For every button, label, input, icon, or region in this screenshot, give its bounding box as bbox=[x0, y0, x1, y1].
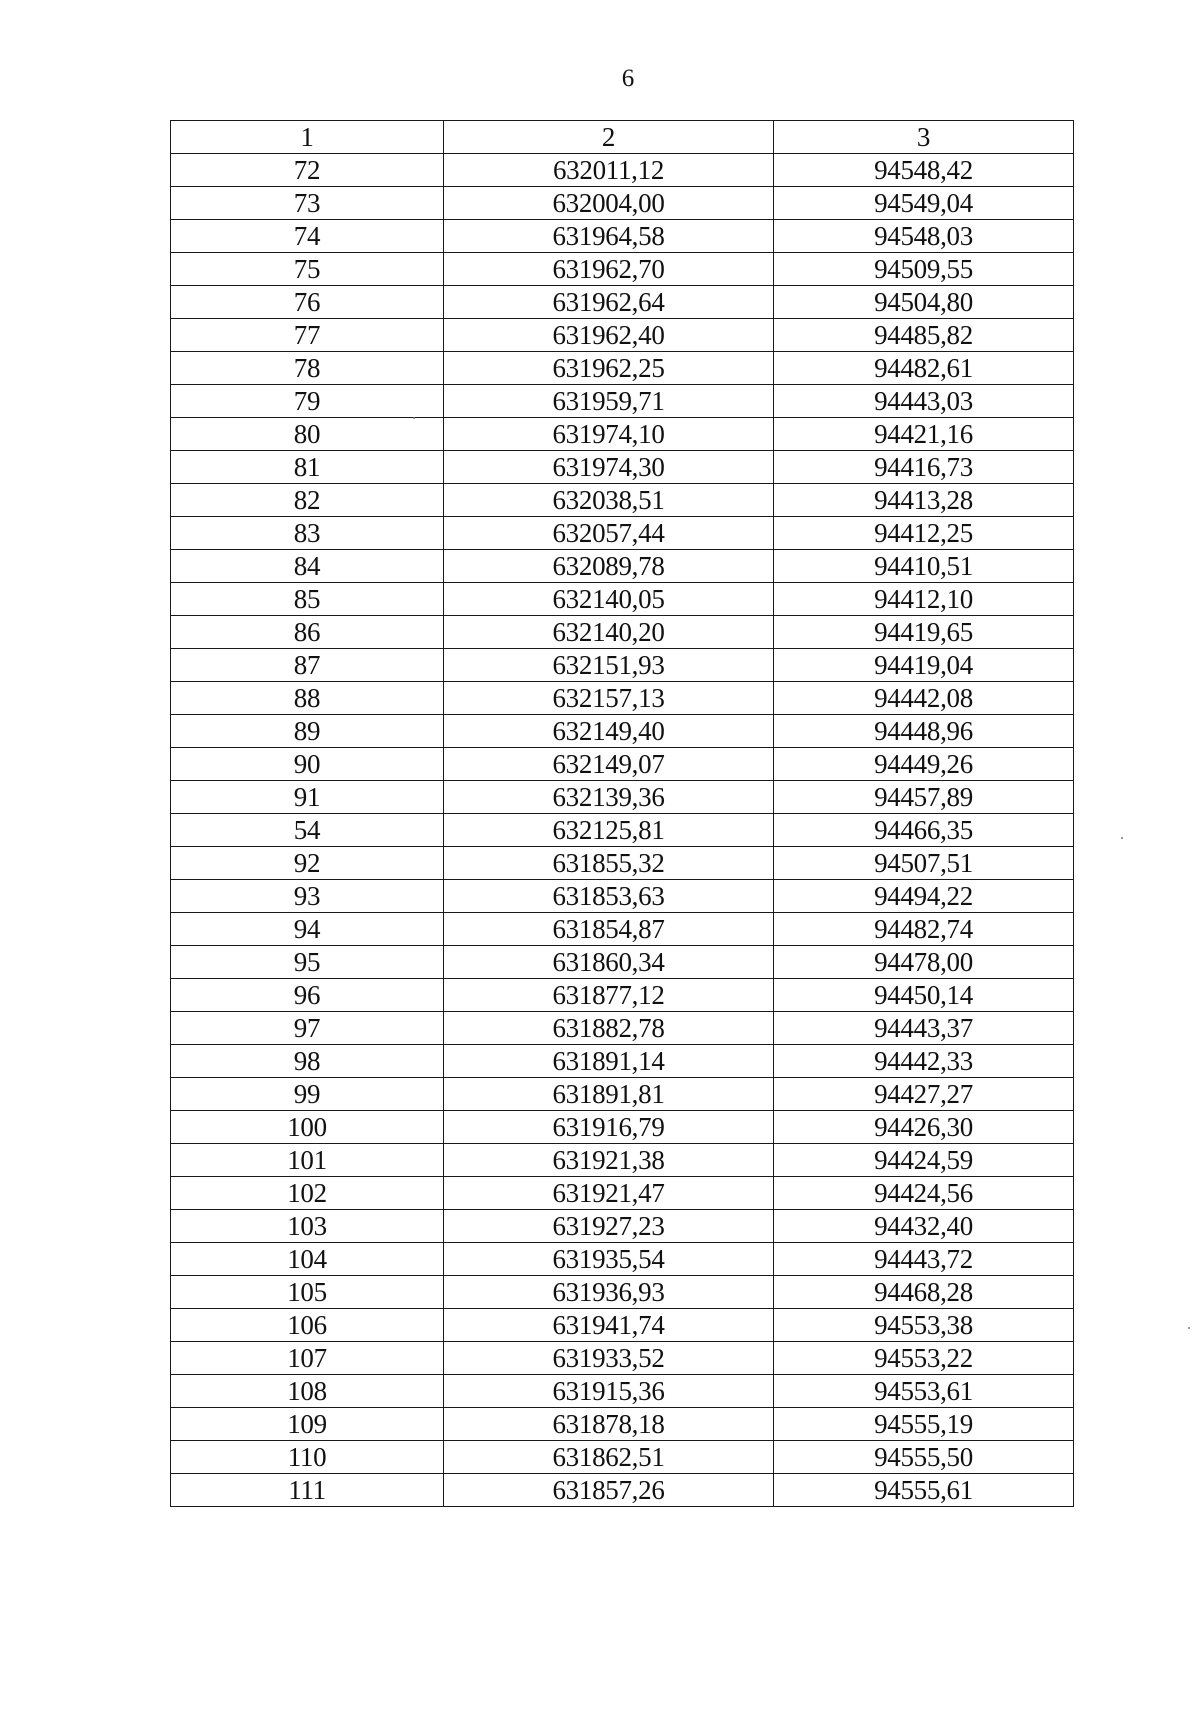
coordinate-x-cell: 631862,51 bbox=[444, 1441, 774, 1474]
table-row bbox=[171, 682, 1074, 715]
coordinate-y-cell: 94419,65 bbox=[774, 616, 1074, 649]
coordinate-y-cell: 94426,30 bbox=[774, 1111, 1074, 1144]
point-number-cell: 92 bbox=[171, 847, 444, 880]
coordinate-x-cell: 631921,38 bbox=[444, 1144, 774, 1177]
table-row bbox=[171, 319, 1074, 352]
point-number-cell: 90 bbox=[171, 748, 444, 781]
point-number-cell: 85 bbox=[171, 583, 444, 616]
point-number-cell: 107 bbox=[171, 1342, 444, 1375]
coordinate-y-cell: 94555,50 bbox=[774, 1441, 1074, 1474]
coordinate-x-cell: 631882,78 bbox=[444, 1012, 774, 1045]
coordinate-y-cell: 94482,61 bbox=[774, 352, 1074, 385]
point-number-cell: 96 bbox=[171, 979, 444, 1012]
coordinate-x-cell: 631855,32 bbox=[444, 847, 774, 880]
point-number-cell: 73 bbox=[171, 187, 444, 220]
coordinate-y-cell: 94450,14 bbox=[774, 979, 1074, 1012]
coordinate-y-cell: 94485,82 bbox=[774, 319, 1074, 352]
coordinate-x-cell: 631933,52 bbox=[444, 1342, 774, 1375]
coordinate-x-cell: 632038,51 bbox=[444, 484, 774, 517]
point-number-cell: 100 bbox=[171, 1111, 444, 1144]
coordinate-y-cell: 94553,38 bbox=[774, 1309, 1074, 1342]
coordinate-y-cell: 94482,74 bbox=[774, 913, 1074, 946]
table-row bbox=[171, 517, 1074, 550]
coordinate-x-cell: 631916,79 bbox=[444, 1111, 774, 1144]
point-number-cell: 94 bbox=[171, 913, 444, 946]
coordinate-x-cell: 632140,05 bbox=[444, 583, 774, 616]
table-row bbox=[171, 1144, 1074, 1177]
coordinate-x-cell: 631974,30 bbox=[444, 451, 774, 484]
point-number-cell: 102 bbox=[171, 1177, 444, 1210]
table-body bbox=[171, 121, 1074, 1507]
coordinate-y-cell: 94419,04 bbox=[774, 649, 1074, 682]
coordinate-x-cell: 632057,44 bbox=[444, 517, 774, 550]
coordinate-y-cell: 94412,25 bbox=[774, 517, 1074, 550]
point-number-cell: 77 bbox=[171, 319, 444, 352]
point-number-cell: 89 bbox=[171, 715, 444, 748]
coordinate-y-cell: 94443,37 bbox=[774, 1012, 1074, 1045]
coordinate-y-cell: 94478,00 bbox=[774, 946, 1074, 979]
point-number-cell: 93 bbox=[171, 880, 444, 913]
point-number-cell: 76 bbox=[171, 286, 444, 319]
point-number-cell: 82 bbox=[171, 484, 444, 517]
table-row bbox=[171, 1045, 1074, 1078]
coordinate-x-cell: 631962,70 bbox=[444, 253, 774, 286]
point-number-cell: 111 bbox=[171, 1474, 444, 1507]
point-number-cell: 91 bbox=[171, 781, 444, 814]
table-row bbox=[171, 1474, 1074, 1507]
coordinate-y-cell: 94509,55 bbox=[774, 253, 1074, 286]
table-row bbox=[171, 1210, 1074, 1243]
coordinate-y-cell: 94457,89 bbox=[774, 781, 1074, 814]
coordinate-x-cell: 631959,71 bbox=[444, 385, 774, 418]
coordinate-x-cell: 631860,34 bbox=[444, 946, 774, 979]
table-row bbox=[171, 418, 1074, 451]
coordinate-x-cell: 631936,93 bbox=[444, 1276, 774, 1309]
coordinate-y-cell: 94442,33 bbox=[774, 1045, 1074, 1078]
point-number-cell: 99 bbox=[171, 1078, 444, 1111]
point-number-cell: 87 bbox=[171, 649, 444, 682]
table-row bbox=[171, 1309, 1074, 1342]
point-number-cell: 84 bbox=[171, 550, 444, 583]
table-row bbox=[171, 1078, 1074, 1111]
table-row bbox=[171, 715, 1074, 748]
coordinate-y-cell: 94507,51 bbox=[774, 847, 1074, 880]
coordinate-x-cell: 631891,81 bbox=[444, 1078, 774, 1111]
coordinate-x-cell: 631941,74 bbox=[444, 1309, 774, 1342]
table-row bbox=[171, 616, 1074, 649]
point-number-cell: 54 bbox=[171, 814, 444, 847]
coordinate-x-cell: 631935,54 bbox=[444, 1243, 774, 1276]
coordinate-x-cell: 632011,12 bbox=[444, 154, 774, 187]
column-header-3: 3 bbox=[774, 121, 1074, 154]
coordinate-x-cell: 631877,12 bbox=[444, 979, 774, 1012]
column-header-2: 2 bbox=[444, 121, 774, 154]
coordinate-x-cell: 632139,36 bbox=[444, 781, 774, 814]
coordinate-x-cell: 632149,07 bbox=[444, 748, 774, 781]
table-row bbox=[171, 1177, 1074, 1210]
coordinate-y-cell: 94410,51 bbox=[774, 550, 1074, 583]
coordinate-y-cell: 94494,22 bbox=[774, 880, 1074, 913]
coordinate-x-cell: 631974,10 bbox=[444, 418, 774, 451]
scan-speck bbox=[1188, 1327, 1190, 1329]
coordinate-y-cell: 94413,28 bbox=[774, 484, 1074, 517]
coordinate-y-cell: 94548,03 bbox=[774, 220, 1074, 253]
coordinate-x-cell: 631857,26 bbox=[444, 1474, 774, 1507]
table-row bbox=[171, 649, 1074, 682]
point-number-cell: 74 bbox=[171, 220, 444, 253]
coordinate-x-cell: 631854,87 bbox=[444, 913, 774, 946]
point-number-cell: 101 bbox=[171, 1144, 444, 1177]
coordinate-y-cell: 94555,61 bbox=[774, 1474, 1074, 1507]
point-number-cell: 81 bbox=[171, 451, 444, 484]
table-row bbox=[171, 814, 1074, 847]
table-row bbox=[171, 1441, 1074, 1474]
table-row bbox=[171, 847, 1074, 880]
column-header-1: 1 bbox=[171, 121, 444, 154]
table-row bbox=[171, 253, 1074, 286]
table-row bbox=[171, 946, 1074, 979]
point-number-cell: 105 bbox=[171, 1276, 444, 1309]
table-row bbox=[171, 913, 1074, 946]
coordinate-x-cell: 631853,63 bbox=[444, 880, 774, 913]
point-number-cell: 88 bbox=[171, 682, 444, 715]
point-number-cell: 75 bbox=[171, 253, 444, 286]
table-row bbox=[171, 187, 1074, 220]
coordinate-y-cell: 94421,16 bbox=[774, 418, 1074, 451]
table-row bbox=[171, 583, 1074, 616]
coordinate-y-cell: 94443,72 bbox=[774, 1243, 1074, 1276]
coordinate-x-cell: 632140,20 bbox=[444, 616, 774, 649]
coordinate-x-cell: 631921,47 bbox=[444, 1177, 774, 1210]
point-number-cell: 110 bbox=[171, 1441, 444, 1474]
point-number-cell: 95 bbox=[171, 946, 444, 979]
point-number-cell: 98 bbox=[171, 1045, 444, 1078]
coordinate-y-cell: 94548,42 bbox=[774, 154, 1074, 187]
coordinate-y-cell: 94424,59 bbox=[774, 1144, 1074, 1177]
coordinate-y-cell: 94468,28 bbox=[774, 1276, 1074, 1309]
coordinate-y-cell: 94416,73 bbox=[774, 451, 1074, 484]
table-row bbox=[171, 484, 1074, 517]
table-row bbox=[171, 781, 1074, 814]
point-number-cell: 78 bbox=[171, 352, 444, 385]
coordinates-table bbox=[170, 120, 1074, 1507]
coordinate-y-cell: 94427,27 bbox=[774, 1078, 1074, 1111]
coordinate-y-cell: 94504,80 bbox=[774, 286, 1074, 319]
coordinate-x-cell: 632004,00 bbox=[444, 187, 774, 220]
coordinate-y-cell: 94553,22 bbox=[774, 1342, 1074, 1375]
coordinate-x-cell: 631927,23 bbox=[444, 1210, 774, 1243]
coordinate-x-cell: 631962,64 bbox=[444, 286, 774, 319]
scan-speck bbox=[413, 417, 415, 419]
table-row bbox=[171, 154, 1074, 187]
coordinate-x-cell: 632125,81 bbox=[444, 814, 774, 847]
table-row bbox=[171, 1243, 1074, 1276]
coordinate-y-cell: 94553,61 bbox=[774, 1375, 1074, 1408]
coordinate-x-cell: 631964,58 bbox=[444, 220, 774, 253]
coordinate-x-cell: 631962,40 bbox=[444, 319, 774, 352]
table-row bbox=[171, 1408, 1074, 1441]
table-row bbox=[171, 550, 1074, 583]
point-number-cell: 97 bbox=[171, 1012, 444, 1045]
table-row bbox=[171, 220, 1074, 253]
coordinate-x-cell: 631915,36 bbox=[444, 1375, 774, 1408]
coordinate-x-cell: 631891,14 bbox=[444, 1045, 774, 1078]
table-row bbox=[171, 451, 1074, 484]
coordinate-x-cell: 632157,13 bbox=[444, 682, 774, 715]
point-number-cell: 83 bbox=[171, 517, 444, 550]
table-row bbox=[171, 748, 1074, 781]
table-row bbox=[171, 1276, 1074, 1309]
coordinate-y-cell: 94424,56 bbox=[774, 1177, 1074, 1210]
point-number-cell: 79 bbox=[171, 385, 444, 418]
point-number-cell: 109 bbox=[171, 1408, 444, 1441]
table-row bbox=[171, 880, 1074, 913]
point-number-cell: 72 bbox=[171, 154, 444, 187]
coordinate-y-cell: 94412,10 bbox=[774, 583, 1074, 616]
coordinate-x-cell: 631878,18 bbox=[444, 1408, 774, 1441]
coordinate-x-cell: 632149,40 bbox=[444, 715, 774, 748]
coordinate-y-cell: 94449,26 bbox=[774, 748, 1074, 781]
point-number-cell: 108 bbox=[171, 1375, 444, 1408]
coordinate-y-cell: 94442,08 bbox=[774, 682, 1074, 715]
table-row bbox=[171, 352, 1074, 385]
point-number-cell: 80 bbox=[171, 418, 444, 451]
point-number-cell: 86 bbox=[171, 616, 444, 649]
coordinate-y-cell: 94555,19 bbox=[774, 1408, 1074, 1441]
coordinate-y-cell: 94466,35 bbox=[774, 814, 1074, 847]
coordinate-y-cell: 94549,04 bbox=[774, 187, 1074, 220]
coordinate-x-cell: 631962,25 bbox=[444, 352, 774, 385]
coordinate-y-cell: 94443,03 bbox=[774, 385, 1074, 418]
point-number-cell: 104 bbox=[171, 1243, 444, 1276]
point-number-cell: 103 bbox=[171, 1210, 444, 1243]
table-row bbox=[171, 286, 1074, 319]
table-header-row bbox=[171, 121, 1074, 154]
page-number: 6 bbox=[621, 65, 635, 92]
coordinate-y-cell: 94432,40 bbox=[774, 1210, 1074, 1243]
table-row bbox=[171, 1111, 1074, 1144]
point-number-cell: 106 bbox=[171, 1309, 444, 1342]
table-row bbox=[171, 385, 1074, 418]
coordinate-x-cell: 632151,93 bbox=[444, 649, 774, 682]
coordinate-x-cell: 632089,78 bbox=[444, 550, 774, 583]
table-row bbox=[171, 1375, 1074, 1408]
table-row bbox=[171, 1012, 1074, 1045]
table-row bbox=[171, 1342, 1074, 1375]
table-row bbox=[171, 979, 1074, 1012]
coordinate-y-cell: 94448,96 bbox=[774, 715, 1074, 748]
scan-speck bbox=[1121, 837, 1123, 839]
